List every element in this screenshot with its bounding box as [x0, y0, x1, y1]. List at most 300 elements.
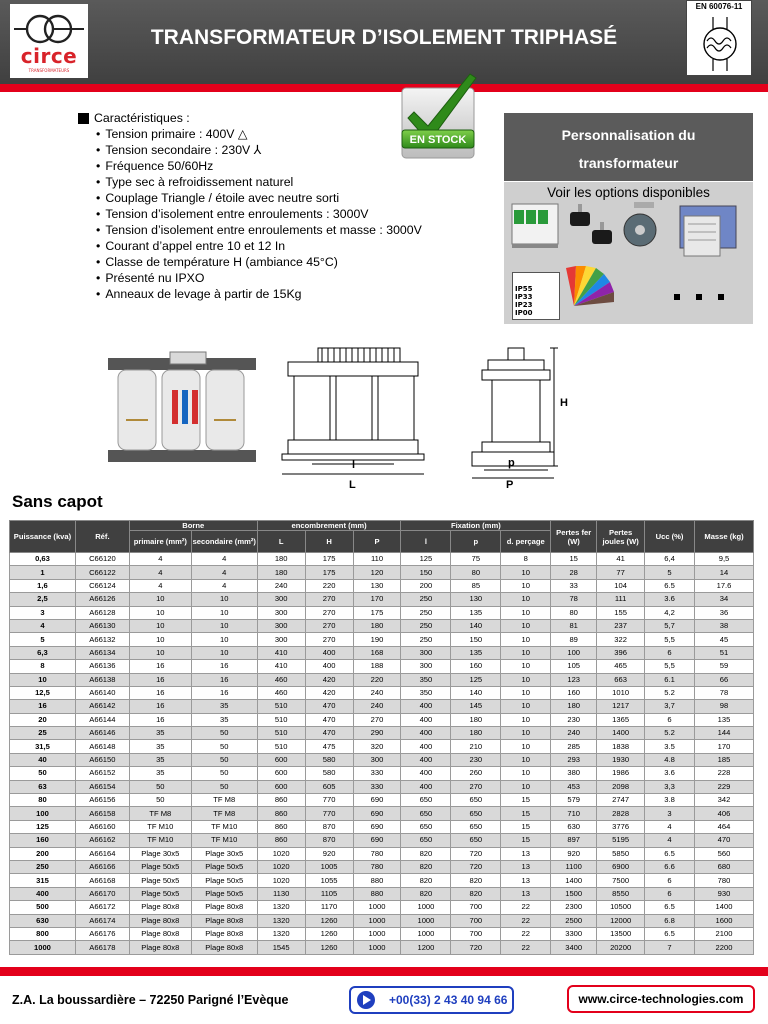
- cell-ref: A66168: [75, 874, 129, 887]
- cell-borne-secondaire: TF M10: [191, 834, 257, 847]
- cell-pertes-fer: 3300: [551, 927, 597, 940]
- cell-P: 780: [353, 860, 401, 873]
- cell-percage: 10: [501, 593, 551, 606]
- cell-P: 120: [353, 566, 401, 579]
- cell-ucc: 5,5: [645, 660, 695, 673]
- cell-ucc: 5.2: [645, 686, 695, 699]
- cell-ref: A66146: [75, 727, 129, 740]
- table-row: [10, 847, 754, 860]
- cell-pertes-joules: 1986: [597, 767, 645, 780]
- cell-ucc: 3.6: [645, 767, 695, 780]
- table-row: [10, 633, 754, 646]
- standard-label: EN 60076-11: [695, 2, 743, 11]
- table-row: [10, 646, 754, 659]
- cell-borne-secondaire: Plage 50x5: [191, 887, 257, 900]
- cell-L: 1020: [257, 860, 305, 873]
- cell-borne-secondaire: Plage 30x5: [191, 847, 257, 860]
- cell-ucc: 6: [645, 874, 695, 887]
- characteristic-item: • Tension secondaire : 230V ⅄: [80, 142, 480, 158]
- cell-ucc: 3: [645, 807, 695, 820]
- cell-masse: 59: [695, 660, 754, 673]
- cell-puissance: 31,5: [10, 740, 76, 753]
- table-row: [10, 713, 754, 726]
- cell-pertes-joules: 6900: [597, 860, 645, 873]
- cell-borne-primaire: TF M10: [129, 834, 191, 847]
- transformer-symbol-icon: [695, 15, 745, 73]
- characteristic-item: • Fréquence 50/60Hz: [80, 158, 480, 174]
- cell-puissance: 100: [10, 807, 76, 820]
- cell-borne-secondaire: 35: [191, 700, 257, 713]
- cell-H: 470: [305, 727, 353, 740]
- cell-l: 250: [401, 606, 451, 619]
- cell-P: 240: [353, 686, 401, 699]
- logo-subtext: TRANSFORMATEURS: [28, 68, 70, 73]
- cell-pertes-joules: 12000: [597, 914, 645, 927]
- cell-L: 1020: [257, 874, 305, 887]
- cell-pertes-joules: 10500: [597, 901, 645, 914]
- cell-P: 290: [353, 727, 401, 740]
- cell-H: 1105: [305, 887, 353, 900]
- cell-percage: 13: [501, 887, 551, 900]
- cell-ucc: 6.1: [645, 673, 695, 686]
- cell-borne-secondaire: Plage 80x8: [191, 941, 257, 954]
- cell-borne-secondaire: Plage 80x8: [191, 927, 257, 940]
- cell-P: 1000: [353, 901, 401, 914]
- characteristic-item: • Courant d’appel entre 10 et 12 In: [80, 238, 480, 254]
- cell-ref: C66124: [75, 579, 129, 592]
- cell-l: 1200: [401, 941, 451, 954]
- cell-pertes-joules: 5195: [597, 834, 645, 847]
- cell-L: 860: [257, 820, 305, 833]
- cell-borne-primaire: Plage 80x8: [129, 927, 191, 940]
- cell-borne-primaire: 16: [129, 700, 191, 713]
- cell-L: 240: [257, 579, 305, 592]
- cell-puissance: 1000: [10, 941, 76, 954]
- cell-l: 350: [401, 686, 451, 699]
- cell-percage: 10: [501, 619, 551, 632]
- cell-masse: 98: [695, 700, 754, 713]
- cell-pertes-joules: 1838: [597, 740, 645, 753]
- cell-pertes-joules: 237: [597, 619, 645, 632]
- cell-percage: 15: [501, 794, 551, 807]
- cell-P: 175: [353, 606, 401, 619]
- cell-H: 475: [305, 740, 353, 753]
- cell-pertes-fer: 710: [551, 807, 597, 820]
- table-row: [10, 619, 754, 632]
- cell-ucc: 3.6: [645, 593, 695, 606]
- cell-p: 140: [451, 686, 501, 699]
- cell-ref: A66154: [75, 780, 129, 793]
- company-address: Z.A. La boussardière – 72250 Parigné l’Evèque: [12, 993, 289, 1007]
- header-masse: Masse (kg): [695, 521, 754, 553]
- cell-borne-primaire: 4: [129, 553, 191, 566]
- cell-masse: 1400: [695, 901, 754, 914]
- cell-borne-secondaire: Plage 50x5: [191, 860, 257, 873]
- cell-pertes-fer: 123: [551, 673, 597, 686]
- cell-puissance: 400: [10, 887, 76, 900]
- cell-ref: A66164: [75, 847, 129, 860]
- cell-p: 820: [451, 887, 501, 900]
- cell-pertes-joules: 5850: [597, 847, 645, 860]
- cell-masse: 38: [695, 619, 754, 632]
- cell-p: 720: [451, 847, 501, 860]
- characteristic-item: • Type sec à refroidissement naturel: [80, 174, 480, 190]
- cell-borne-primaire: TF M8: [129, 807, 191, 820]
- cell-percage: 10: [501, 566, 551, 579]
- cell-puissance: 25: [10, 727, 76, 740]
- cell-l: 200: [401, 579, 451, 592]
- cell-l: 1000: [401, 901, 451, 914]
- cell-L: 860: [257, 834, 305, 847]
- cell-masse: 185: [695, 753, 754, 766]
- cell-puissance: 1: [10, 566, 76, 579]
- ip-rating-badge: [512, 272, 560, 320]
- header-borne-secondaire: secondaire (mm²): [191, 531, 257, 553]
- dimension-H-label: H: [560, 397, 568, 409]
- characteristic-item: • Anneaux de levage à partir de 15Kg: [80, 286, 480, 302]
- cell-pertes-joules: 1365: [597, 713, 645, 726]
- cell-pertes-fer: 81: [551, 619, 597, 632]
- enclosure-icon: [680, 206, 736, 256]
- options-label[interactable]: Voir les options disponibles: [547, 185, 710, 200]
- cell-pertes-fer: 2500: [551, 914, 597, 927]
- options-panel[interactable]: [504, 182, 753, 324]
- cell-p: 140: [451, 619, 501, 632]
- cell-H: 1260: [305, 927, 353, 940]
- cell-L: 410: [257, 646, 305, 659]
- cell-borne-primaire: 16: [129, 673, 191, 686]
- cell-puissance: 40: [10, 753, 76, 766]
- cell-masse: 406: [695, 807, 754, 820]
- cell-puissance: 800: [10, 927, 76, 940]
- cell-L: 180: [257, 553, 305, 566]
- cell-P: 130: [353, 579, 401, 592]
- cell-percage: 10: [501, 606, 551, 619]
- cell-H: 220: [305, 579, 353, 592]
- cell-P: 240: [353, 700, 401, 713]
- cell-borne-secondaire: 4: [191, 566, 257, 579]
- cell-pertes-joules: 322: [597, 633, 645, 646]
- cell-ref: A66148: [75, 740, 129, 753]
- cell-ucc: 4: [645, 834, 695, 847]
- cell-ref: A66156: [75, 794, 129, 807]
- header-fixation: Fixation (mm): [401, 521, 551, 531]
- logo-text: circe: [20, 44, 78, 68]
- cell-ref: A66162: [75, 834, 129, 847]
- cell-pertes-joules: 1217: [597, 700, 645, 713]
- cell-puissance: 3: [10, 606, 76, 619]
- cell-pertes-fer: 3400: [551, 941, 597, 954]
- cell-ref: A66130: [75, 619, 129, 632]
- cell-borne-primaire: 10: [129, 593, 191, 606]
- table-row: [10, 794, 754, 807]
- cell-borne-secondaire: 16: [191, 686, 257, 699]
- header-puissance: Puissance (kva): [10, 521, 76, 553]
- cell-p: 260: [451, 767, 501, 780]
- cell-H: 605: [305, 780, 353, 793]
- cell-p: 130: [451, 593, 501, 606]
- customization-title-line1: Personnalisation du: [561, 127, 696, 143]
- cell-borne-primaire: 35: [129, 740, 191, 753]
- cell-borne-secondaire: Plage 50x5: [191, 874, 257, 887]
- cell-percage: 10: [501, 660, 551, 673]
- cell-pertes-fer: 1100: [551, 860, 597, 873]
- cell-p: 160: [451, 660, 501, 673]
- cell-p: 720: [451, 860, 501, 873]
- cell-ucc: 6.8: [645, 914, 695, 927]
- cell-ucc: 6.5: [645, 847, 695, 860]
- cell-ref: A66172: [75, 901, 129, 914]
- cell-borne-primaire: 10: [129, 619, 191, 632]
- cell-L: 1320: [257, 927, 305, 940]
- cell-puissance: 2,5: [10, 593, 76, 606]
- cell-l: 650: [401, 834, 451, 847]
- cell-pertes-joules: 13500: [597, 927, 645, 940]
- cell-l: 820: [401, 874, 451, 887]
- cell-l: 650: [401, 794, 451, 807]
- cell-L: 510: [257, 713, 305, 726]
- cell-percage: 15: [501, 834, 551, 847]
- table-row: [10, 593, 754, 606]
- cell-masse: 342: [695, 794, 754, 807]
- cell-L: 460: [257, 686, 305, 699]
- cell-pertes-fer: 579: [551, 794, 597, 807]
- cell-p: 230: [451, 753, 501, 766]
- cell-borne-primaire: 4: [129, 566, 191, 579]
- header-l: l: [401, 531, 451, 553]
- cell-percage: 8: [501, 553, 551, 566]
- cell-percage: 10: [501, 646, 551, 659]
- cell-pertes-joules: 111: [597, 593, 645, 606]
- cell-p: 150: [451, 633, 501, 646]
- cell-p: 700: [451, 914, 501, 927]
- cell-masse: 170: [695, 740, 754, 753]
- table-row: [10, 901, 754, 914]
- cell-pertes-fer: 1500: [551, 887, 597, 900]
- cell-pertes-fer: 897: [551, 834, 597, 847]
- cell-puissance: 63: [10, 780, 76, 793]
- cell-borne-primaire: 50: [129, 794, 191, 807]
- cell-ref: A66178: [75, 941, 129, 954]
- transformer-drawings: [96, 340, 586, 492]
- logo-circles-icon: [10, 12, 88, 46]
- cell-pertes-joules: 1010: [597, 686, 645, 699]
- table-row: [10, 566, 754, 579]
- cell-ucc: 4: [645, 820, 695, 833]
- table-row: [10, 606, 754, 619]
- cell-puissance: 16: [10, 700, 76, 713]
- cell-masse: 229: [695, 780, 754, 793]
- page-title: TRANSFORMATEUR D’ISOLEMENT TRIPHASÉ: [150, 26, 618, 49]
- cell-ref: A66160: [75, 820, 129, 833]
- cell-ucc: 3,7: [645, 700, 695, 713]
- cell-L: 300: [257, 593, 305, 606]
- cell-borne-secondaire: 16: [191, 660, 257, 673]
- phone-number[interactable]: +00(33) 2 43 40 94 66: [389, 993, 508, 1007]
- cell-pertes-fer: 100: [551, 646, 597, 659]
- cell-ucc: 4.8: [645, 753, 695, 766]
- cell-pertes-joules: 41: [597, 553, 645, 566]
- cell-puissance: 6,3: [10, 646, 76, 659]
- cell-l: 300: [401, 660, 451, 673]
- cell-puissance: 80: [10, 794, 76, 807]
- cell-percage: 10: [501, 727, 551, 740]
- cell-ucc: 3.8: [645, 794, 695, 807]
- cell-L: 300: [257, 606, 305, 619]
- header-L: L: [257, 531, 305, 553]
- header-p: p: [451, 531, 501, 553]
- cell-borne-secondaire: 10: [191, 593, 257, 606]
- cell-percage: 10: [501, 780, 551, 793]
- cell-pertes-joules: 396: [597, 646, 645, 659]
- cell-ucc: 5,7: [645, 619, 695, 632]
- cell-masse: 135: [695, 713, 754, 726]
- cell-ref: A66126: [75, 593, 129, 606]
- table-row: [10, 660, 754, 673]
- cell-pertes-joules: 1930: [597, 753, 645, 766]
- cell-H: 870: [305, 820, 353, 833]
- cell-pertes-joules: 2098: [597, 780, 645, 793]
- cell-P: 220: [353, 673, 401, 686]
- cell-P: 168: [353, 646, 401, 659]
- cell-masse: 470: [695, 834, 754, 847]
- cell-borne-primaire: Plage 80x8: [129, 901, 191, 914]
- cell-H: 920: [305, 847, 353, 860]
- cell-borne-primaire: Plage 50x5: [129, 860, 191, 873]
- cell-borne-secondaire: 50: [191, 780, 257, 793]
- table-row: [10, 807, 754, 820]
- cell-borne-primaire: 35: [129, 767, 191, 780]
- cell-L: 600: [257, 767, 305, 780]
- cell-borne-primaire: 10: [129, 633, 191, 646]
- cell-ucc: 6.6: [645, 860, 695, 873]
- cell-ref: A66138: [75, 673, 129, 686]
- cell-pertes-fer: 180: [551, 700, 597, 713]
- cell-masse: 1600: [695, 914, 754, 927]
- cell-P: 110: [353, 553, 401, 566]
- website-link[interactable]: [567, 985, 755, 1013]
- cell-ref: A66152: [75, 767, 129, 780]
- cell-P: 190: [353, 633, 401, 646]
- customization-panel[interactable]: [504, 113, 753, 181]
- table-row: [10, 553, 754, 566]
- cell-borne-primaire: 16: [129, 686, 191, 699]
- cell-pertes-fer: 28: [551, 566, 597, 579]
- cell-P: 270: [353, 713, 401, 726]
- cell-l: 400: [401, 740, 451, 753]
- cell-l: 350: [401, 673, 451, 686]
- header-borne-primaire: primaire (mm²): [129, 531, 191, 553]
- cell-l: 250: [401, 593, 451, 606]
- cell-L: 860: [257, 807, 305, 820]
- cell-H: 580: [305, 767, 353, 780]
- cell-borne-primaire: Plage 30x5: [129, 847, 191, 860]
- cell-p: 125: [451, 673, 501, 686]
- cell-percage: 13: [501, 874, 551, 887]
- cell-p: 720: [451, 941, 501, 954]
- cell-L: 410: [257, 660, 305, 673]
- cell-masse: 36: [695, 606, 754, 619]
- cell-H: 470: [305, 713, 353, 726]
- dimension-l-label: l: [352, 459, 356, 471]
- cell-masse: 680: [695, 860, 754, 873]
- cell-pertes-joules: 2828: [597, 807, 645, 820]
- anti-vibration-mount-icon: [570, 204, 612, 244]
- cell-percage: 22: [501, 901, 551, 914]
- cell-p: 650: [451, 807, 501, 820]
- dimension-P-label: P: [506, 479, 514, 491]
- characteristics-list: [80, 110, 480, 302]
- cell-percage: 10: [501, 713, 551, 726]
- dimension-L-label: L: [349, 479, 356, 491]
- cell-ucc: 7: [645, 941, 695, 954]
- cell-percage: 10: [501, 673, 551, 686]
- cell-borne-secondaire: 50: [191, 753, 257, 766]
- customization-title: [504, 121, 753, 177]
- cell-p: 180: [451, 713, 501, 726]
- cell-masse: 9,5: [695, 553, 754, 566]
- cell-pertes-fer: 2300: [551, 901, 597, 914]
- cell-pertes-fer: 630: [551, 820, 597, 833]
- cell-ref: A66166: [75, 860, 129, 873]
- table-row: [10, 874, 754, 887]
- characteristics-heading-text: Caractéristiques :: [94, 111, 190, 125]
- cell-borne-primaire: Plage 80x8: [129, 914, 191, 927]
- cell-puissance: 8: [10, 660, 76, 673]
- cell-p: 700: [451, 927, 501, 940]
- cell-masse: 2200: [695, 941, 754, 954]
- cell-puissance: 20: [10, 713, 76, 726]
- table-row: [10, 780, 754, 793]
- table-row: [10, 753, 754, 766]
- cell-L: 1320: [257, 901, 305, 914]
- cell-ref: A66170: [75, 887, 129, 900]
- cell-borne-secondaire: TF M8: [191, 794, 257, 807]
- cell-ref: A66176: [75, 927, 129, 940]
- website-url[interactable]: www.circe-technologies.com: [578, 992, 744, 1006]
- cell-percage: 10: [501, 686, 551, 699]
- cell-H: 1055: [305, 874, 353, 887]
- cell-pertes-fer: 160: [551, 686, 597, 699]
- circuit-breaker-icon: [512, 204, 558, 248]
- square-bullet-icon: [78, 113, 89, 124]
- cell-ucc: 3.5: [645, 740, 695, 753]
- cell-masse: 51: [695, 646, 754, 659]
- phone-button[interactable]: [349, 986, 514, 1014]
- cell-P: 690: [353, 794, 401, 807]
- header-P: P: [353, 531, 401, 553]
- cell-P: 300: [353, 753, 401, 766]
- cell-H: 1260: [305, 914, 353, 927]
- cell-masse: 78: [695, 686, 754, 699]
- cell-p: 85: [451, 579, 501, 592]
- cell-H: 175: [305, 553, 353, 566]
- cell-p: 145: [451, 700, 501, 713]
- cell-ref: A66150: [75, 753, 129, 766]
- cell-L: 510: [257, 700, 305, 713]
- cell-P: 1000: [353, 914, 401, 927]
- cell-percage: 22: [501, 941, 551, 954]
- cell-puissance: 10: [10, 673, 76, 686]
- table-row: [10, 579, 754, 592]
- cell-L: 1320: [257, 914, 305, 927]
- cell-masse: 14: [695, 566, 754, 579]
- cell-l: 150: [401, 566, 451, 579]
- cell-H: 1005: [305, 860, 353, 873]
- cell-puissance: 630: [10, 914, 76, 927]
- table-row: [10, 914, 754, 927]
- cell-borne-primaire: 10: [129, 646, 191, 659]
